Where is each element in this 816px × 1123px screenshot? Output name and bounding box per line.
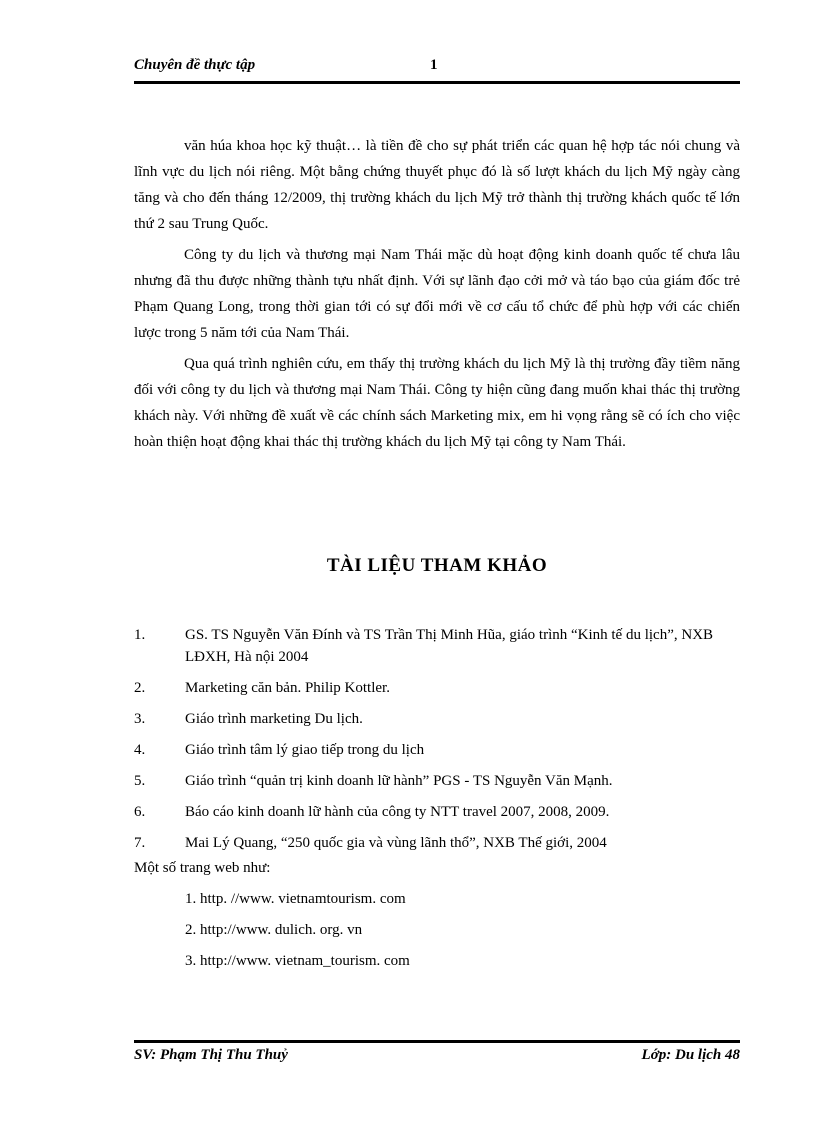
paragraph: văn húa khoa học kỹ thuật… là tiền đề cho sự phát triển các quan hệ hợp tác nói chung và lĩnh vực du lịch nói riêng. Một bằng chứng thuyết phục đó là số lượt khách du lịch Mỹ ngày càng tăng và cho đến tháng 12/2009, thị trường khách du lịch Mỹ trở thành thị trường khách quốc tế lớn thứ 2 sau Trung Quốc. [134, 138, 740, 232]
body-text [134, 133, 740, 460]
footer-rule [134, 1040, 740, 1043]
footer-class: Lớp: Du lịch 48 [641, 1047, 740, 1063]
paragraph: Qua quá trình nghiên cứu, em thấy thị trường khách du lịch Mỹ là thị trường đầy tiềm năng đối với công ty du lịch và thương mại Nam Thái. Công ty hiện cũng đang muốn khai thác thị trường khách này. Với những đề xuất về các chính sách Marketing mix, em hi vọng rằng sẽ có ích cho việc hoàn thiện hoạt động khai thác thị trường khách du lịch Mỹ tại công ty Nam Thái. [134, 356, 740, 450]
reference-item [134, 624, 740, 668]
reference-item [134, 770, 740, 792]
header-title: Chuyên đề thực tập [134, 57, 256, 73]
references-title: TÀI LIỆU THAM KHẢO [326, 555, 548, 576]
reference-item [134, 677, 740, 699]
reference-item [134, 832, 740, 854]
page-header [134, 57, 740, 79]
reference-item [134, 801, 740, 823]
reference-item [134, 739, 740, 761]
reference-text: Marketing căn bản. Philip Kottler. [185, 680, 390, 696]
reference-text: Giáo trình tâm lý giao tiếp trong du lịch [185, 742, 425, 758]
reference-text: Giáo trình marketing Du lịch. [185, 711, 363, 727]
website-item: 1. http. //www. vietnamtourism. com [185, 891, 406, 907]
website-item: 3. http://www. vietnam_tourism. com [185, 953, 410, 969]
paragraph: Công ty du lịch và thương mại Nam Thái mặc dù hoạt động kinh doanh quốc tế chưa lâu nhưng đã thu được những thành tựu nhất định. Với sự lãnh đạo cởi mở và táo bạo của giám đốc trẻ Phạm Quang Long, trong thời gian tới có sự đổi mới về cơ cấu tổ chức để phù hợp với các chiến lược trong 5 năm tới của Nam Thái. [134, 247, 740, 341]
reference-text: Mai Lý Quang, “250 quốc gia và vùng lãnh thổ”, NXB Thế giới, 2004 [185, 835, 607, 851]
reference-number: 3. [134, 711, 146, 727]
reference-number: 6. [134, 804, 146, 820]
reference-number: 4. [134, 742, 146, 758]
footer-student: SV: Phạm Thị Thu Thuỷ [134, 1047, 288, 1063]
reference-number: 1. [134, 627, 146, 643]
reference-item [134, 708, 740, 730]
website-item: 2. http://www. dulich. org. vn [185, 922, 363, 938]
reference-number: 5. [134, 773, 146, 789]
reference-text: Giáo trình “quản trị kinh doanh lữ hành” PGS - TS Nguyễn Văn Mạnh. [185, 773, 613, 789]
reference-text: Báo cáo kinh doanh lữ hành của công ty NTT travel 2007, 2008, 2009. [185, 804, 610, 820]
references-list [134, 624, 740, 981]
reference-text: GS. TS Nguyễn Văn Đính và TS Trần Thị Minh Hũa, giáo trình “Kinh tế du lịch”, NXB LĐXH, Hà nội 2004 [185, 627, 714, 665]
reference-number: 7. [134, 835, 146, 851]
header-rule [134, 81, 740, 84]
reference-number: 2. [134, 680, 146, 696]
page-number: 1 [430, 57, 438, 73]
websites-intro: Một số trang web như: [134, 860, 271, 876]
